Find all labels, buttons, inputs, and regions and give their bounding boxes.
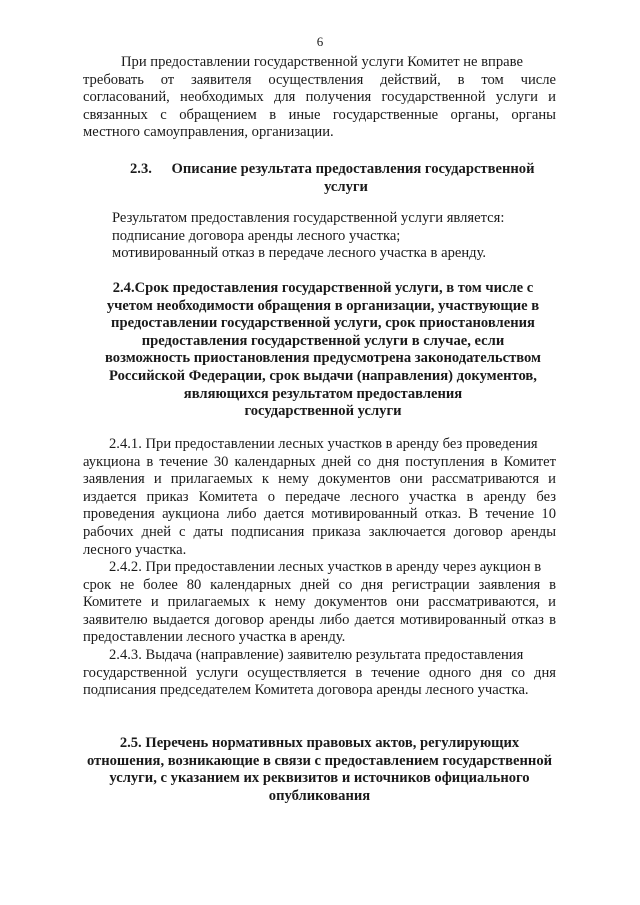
section-2-5-title-1: 2.5. Перечень нормативных правовых актов, регулирующих <box>119 735 520 751</box>
intro-line-5: местного самоуправления, организации. <box>83 124 334 141</box>
section-2-4-title-2: учетом необходимости обращения в организации, участвующие в <box>106 297 540 314</box>
section-2-5-heading <box>83 735 556 805</box>
intro-line-2: требовать от заявителя осуществления действий, в том числе <box>83 71 556 88</box>
intro-line-4: связанных с обращением в иные государственные органы, органы <box>83 106 556 123</box>
section-2-5-title-4: опубликования <box>268 787 371 804</box>
section-2-4-title-4: предоставления государственной услуги в случае, если <box>141 332 505 349</box>
section-2-3-heading <box>130 161 550 196</box>
p242-line-5: предоставлении лесного участка в аренду. <box>83 629 346 646</box>
p241-line-4: издается приказ Комитета о передаче лесного участка в аренду без <box>83 488 556 505</box>
section-2-4-title-1: 2.4.Срок предоставления государственной услуги, в том числе с <box>112 280 534 296</box>
p241-line-1: 2.4.1. При предоставлении лесных участков в аренду без проведения <box>109 436 538 452</box>
section-2-4-title-6: Российской Федерации, срок выдачи (направления) документов, <box>109 367 537 384</box>
intro-line-1: При предоставлении государственной услуги Комитет не вправе <box>121 54 523 70</box>
p242-line-4: заявителю выдается договор аренды либо дается мотивированный отказ в <box>83 611 556 628</box>
section-2-4-heading <box>90 280 556 421</box>
section-2-5-title-3: услуги, с указанием их реквизитов и источников официального <box>109 770 530 787</box>
intro-paragraph <box>83 54 556 142</box>
section-2-4-title-3: предоставлении государственной услуги, срок приостановления <box>111 315 535 332</box>
section-2-4-title-8: государственной услуги <box>244 403 402 420</box>
section-2-3-number: 2.3. <box>130 161 152 177</box>
section-2-3-title-2: услуги <box>324 178 368 195</box>
p242-line-2: срок не более 80 календарных дней со дня регистрации заявления в <box>83 576 556 593</box>
result-list <box>112 210 552 263</box>
p241-line-6: рабочих дней с даты подписания приказа заключается договор аренды <box>83 523 556 540</box>
p243-line-2: государственной услуги осуществляется в течение одного дня со дня <box>83 664 556 681</box>
result-line-1: Результатом предоставления государственной услуги является: <box>112 210 505 226</box>
result-line-3: мотивированный отказ в передаче лесного участка в аренду. <box>112 245 487 262</box>
paragraph-2-4-2 <box>83 559 556 647</box>
p241-line-5: проведения аукциона либо дается мотивированный отказ. В течение 10 <box>83 506 556 523</box>
p242-line-1: 2.4.2. При предоставлении лесных участков в аренду через аукцион в <box>109 559 542 575</box>
p241-line-2: аукциона в течение 30 календарных дней со дня поступления в Комитет <box>83 453 556 470</box>
result-line-2: подписание договора аренды лесного участка; <box>112 227 401 244</box>
intro-line-3: согласований, необходимых для получения государственной услуги и <box>83 89 556 106</box>
section-2-3-title-1: Описание результата предоставления государственной <box>171 161 535 177</box>
paragraph-2-4-3 <box>83 647 556 700</box>
p243-line-3: подписания председателем Комитета договора аренды лесного участка. <box>83 682 529 699</box>
p241-line-3: заявления и прилагаемых к нему документов они рассматриваются и <box>83 471 556 488</box>
p242-line-3: Комитете и прилагаемых к нему документов они рассматриваются, и <box>83 594 556 611</box>
section-2-5-title-2: отношения, возникающие в связи с предоставлением государственной <box>86 752 553 769</box>
page-number: 6 <box>316 34 324 49</box>
section-2-4-title-7: являющихся результатом предоставления <box>183 385 463 402</box>
paragraph-2-4-1 <box>83 436 556 559</box>
section-2-4-title-5: возможность приостановления предусмотрена законодательством <box>105 350 541 367</box>
p241-line-7: лесного участка. <box>83 541 187 558</box>
p243-line-1: 2.4.3. Выдача (направление) заявителю результата предоставления <box>109 647 524 663</box>
